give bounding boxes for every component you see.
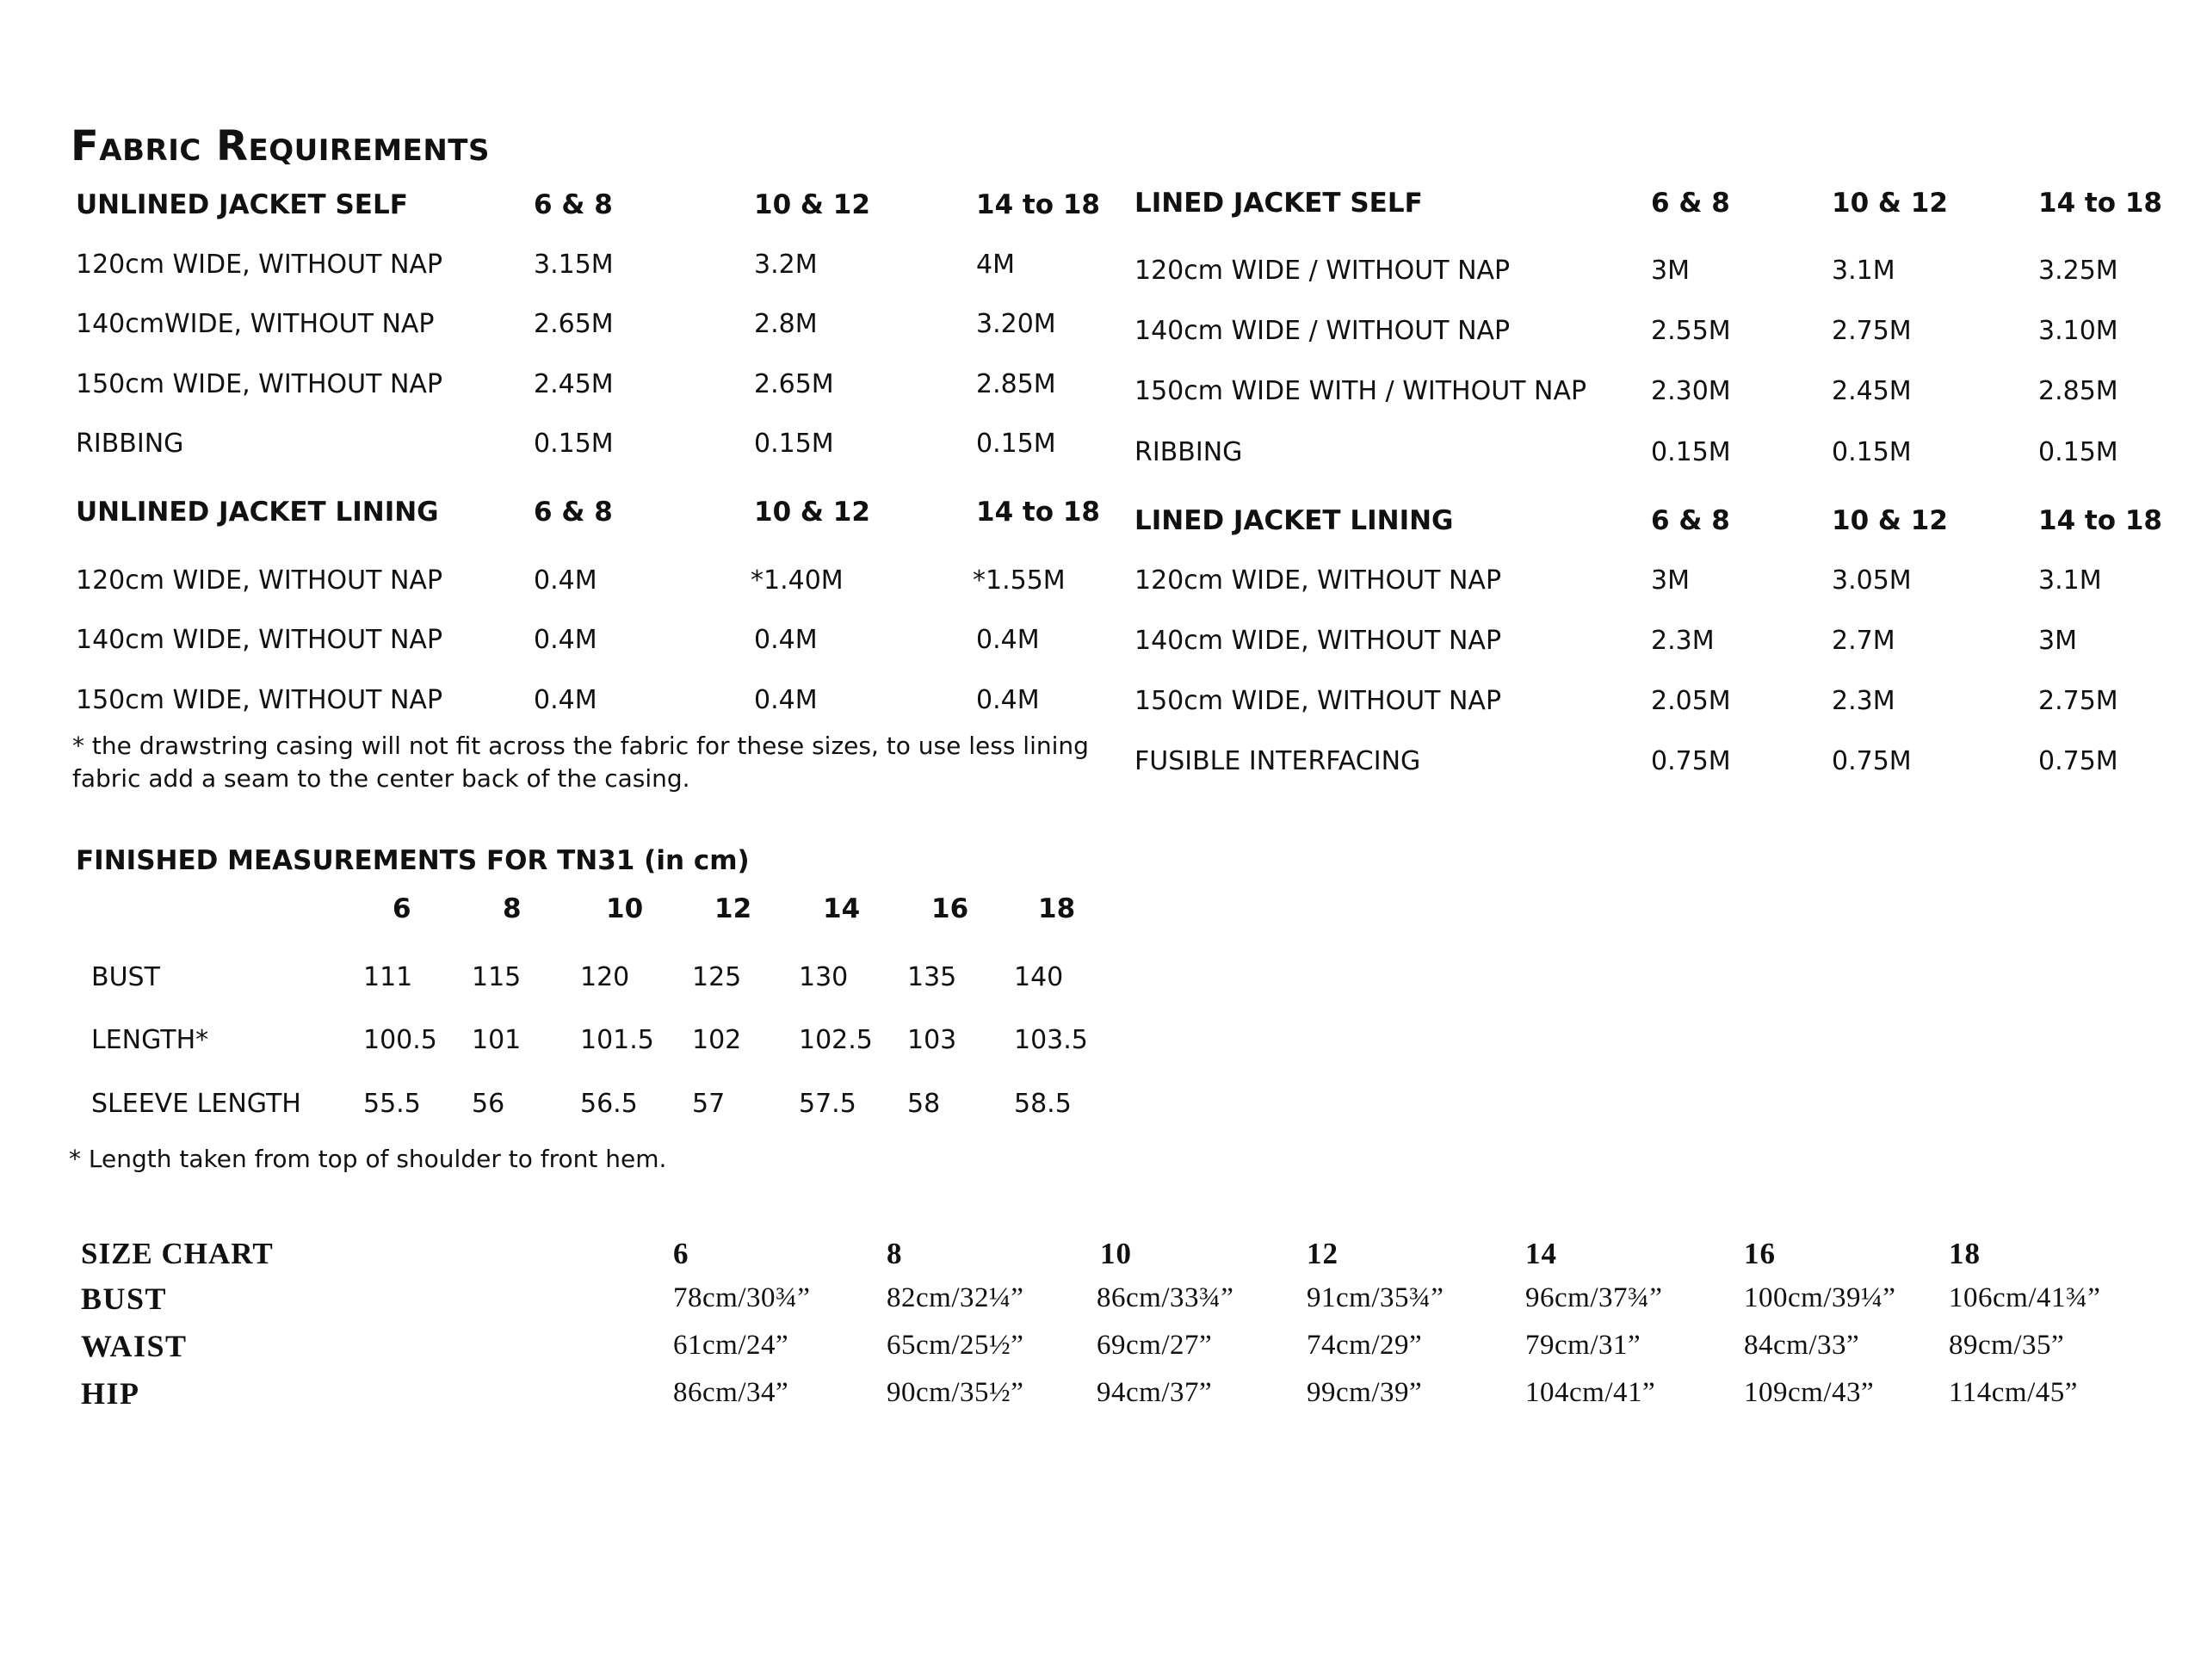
table-cell: 2.75M — [2038, 686, 2118, 716]
table-cell: 3M — [1651, 256, 1690, 286]
size-header: 10 & 12 — [754, 189, 870, 220]
row-label: 140cm WIDE, WITHOUT NAP — [76, 625, 443, 655]
row-label: 120cm WIDE, WITHOUT NAP — [76, 565, 443, 596]
row-label: SLEEVE LENGTH — [91, 1089, 301, 1119]
table-cell: 82cm/32¼” — [887, 1282, 1024, 1313]
size-header: 14 — [1525, 1237, 1557, 1270]
size-header: 18 — [1949, 1237, 1981, 1270]
table-cell: 55.5 — [363, 1089, 421, 1119]
size-header: 10 — [606, 893, 644, 924]
table-cell: 84cm/33” — [1744, 1330, 1860, 1361]
row-label: 140cmWIDE, WITHOUT NAP — [76, 309, 435, 339]
table-cell: 56.5 — [580, 1089, 638, 1119]
table-cell: 104cm/41” — [1525, 1377, 1656, 1408]
section-heading: LINED JACKET SELF — [1134, 188, 1423, 219]
table-cell: 56 — [472, 1089, 505, 1119]
table-cell: 4M — [976, 250, 1015, 280]
table-cell: 102 — [692, 1025, 742, 1055]
size-header: 6 — [673, 1237, 689, 1270]
table-cell: 91cm/35¾” — [1307, 1282, 1444, 1313]
table-cell: 2.3M — [1832, 686, 1895, 716]
table-cell: 2.8M — [754, 309, 818, 339]
section-heading: UNLINED JACKET LINING — [76, 497, 439, 528]
row-label: 150cm WIDE WITH / WITHOUT NAP — [1134, 376, 1587, 406]
row-label: 140cm WIDE / WITHOUT NAP — [1134, 316, 1511, 346]
section-heading: SIZE CHART — [81, 1237, 274, 1270]
table-cell: 58 — [907, 1089, 941, 1119]
table-cell: 0.4M — [976, 685, 1040, 715]
size-header: 10 & 12 — [1832, 505, 1948, 536]
table-cell: 100.5 — [363, 1025, 437, 1055]
size-header: 12 — [714, 893, 752, 924]
size-header: 10 & 12 — [1832, 188, 1948, 219]
table-cell: 74cm/29” — [1307, 1330, 1423, 1361]
row-label: 140cm WIDE, WITHOUT NAP — [1134, 626, 1502, 656]
size-header: 14 — [823, 893, 861, 924]
table-cell: 0.4M — [754, 685, 818, 715]
table-cell: 0.75M — [2038, 746, 2118, 776]
table-cell: 2.3M — [1651, 626, 1715, 656]
table-cell: 2.55M — [1651, 316, 1731, 346]
table-cell: *1.40M — [751, 565, 844, 596]
row-label: RIBBING — [1134, 437, 1243, 467]
table-cell: 57.5 — [799, 1089, 856, 1119]
table-cell: 3.05M — [1832, 565, 1912, 596]
table-cell: 3M — [1651, 565, 1690, 596]
row-label: 120cm WIDE, WITHOUT NAP — [76, 250, 443, 280]
size-header: 10 — [1100, 1237, 1132, 1270]
row-label: 120cm WIDE / WITHOUT NAP — [1134, 256, 1511, 286]
row-label: WAIST — [81, 1329, 188, 1363]
table-cell: 109cm/43” — [1744, 1377, 1875, 1408]
table-cell: 0.75M — [1651, 746, 1731, 776]
table-cell: 2.30M — [1651, 376, 1731, 406]
table-cell: 2.05M — [1651, 686, 1731, 716]
size-header: 6 & 8 — [534, 189, 613, 220]
section-heading: LINED JACKET LINING — [1134, 505, 1454, 536]
table-cell: 96cm/37¾” — [1525, 1282, 1663, 1313]
table-cell: 114cm/45” — [1949, 1377, 2078, 1408]
table-cell: 3.1M — [2038, 565, 2102, 596]
table-cell: 0.15M — [1832, 437, 1912, 467]
table-cell: 130 — [799, 962, 849, 992]
table-cell: 65cm/25½” — [887, 1330, 1024, 1361]
row-label: 150cm WIDE, WITHOUT NAP — [76, 685, 443, 715]
table-cell: 135 — [907, 962, 957, 992]
size-header: 16 — [931, 893, 969, 924]
table-cell: 115 — [472, 962, 522, 992]
table-cell: 103 — [907, 1025, 957, 1055]
row-label: LENGTH* — [91, 1025, 209, 1055]
row-label: HIP — [81, 1376, 140, 1411]
table-cell: 57 — [692, 1089, 726, 1119]
table-cell: 101 — [472, 1025, 522, 1055]
table-cell: 2.7M — [1832, 626, 1895, 656]
table-cell: 100cm/39¼” — [1744, 1282, 1896, 1313]
table-cell: 89cm/35” — [1949, 1330, 2065, 1361]
size-header: 8 — [887, 1237, 903, 1270]
size-header: 16 — [1744, 1237, 1776, 1270]
table-cell: 78cm/30¾” — [673, 1282, 811, 1313]
row-label: 150cm WIDE, WITHOUT NAP — [1134, 686, 1502, 716]
row-label: FUSIBLE INTERFACING — [1134, 746, 1421, 776]
table-cell: 111 — [363, 962, 413, 992]
table-cell: 101.5 — [580, 1025, 654, 1055]
size-header: 6 & 8 — [1651, 188, 1730, 219]
table-cell: 103.5 — [1014, 1025, 1088, 1055]
size-header: 18 — [1038, 893, 1076, 924]
table-cell: 90cm/35½” — [887, 1377, 1024, 1408]
row-label: RIBBING — [76, 429, 184, 459]
section-heading: UNLINED JACKET SELF — [76, 189, 408, 220]
table-cell: 0.15M — [534, 429, 614, 459]
table-cell: 3.20M — [976, 309, 1056, 339]
table-cell: 3.2M — [754, 250, 818, 280]
table-cell: 0.4M — [534, 565, 597, 596]
table-cell: 0.4M — [976, 625, 1040, 655]
table-cell: 0.15M — [754, 429, 834, 459]
row-label: BUST — [81, 1282, 168, 1316]
table-cell: 2.45M — [534, 369, 614, 399]
table-cell: 102.5 — [799, 1025, 873, 1055]
table-cell: 2.85M — [2038, 376, 2118, 406]
row-label: 120cm WIDE, WITHOUT NAP — [1134, 565, 1502, 596]
table-cell: 0.4M — [754, 625, 818, 655]
table-cell: 3.1M — [1832, 256, 1895, 286]
table-cell: 140 — [1014, 962, 1064, 992]
section-heading: FINISHED MEASUREMENTS FOR TN31 (in cm) — [76, 845, 750, 876]
table-cell: 3.25M — [2038, 256, 2118, 286]
table-cell: 0.4M — [534, 685, 597, 715]
size-header: 12 — [1307, 1237, 1338, 1270]
table-cell: 0.75M — [1832, 746, 1912, 776]
size-header: 14 to 18 — [2038, 505, 2162, 536]
table-cell: 2.75M — [1832, 316, 1912, 346]
table-cell: 120 — [580, 962, 630, 992]
size-header: 8 — [503, 893, 522, 924]
table-cell: 3.10M — [2038, 316, 2118, 346]
table-cell: *1.55M — [973, 565, 1066, 596]
table-cell: 69cm/27” — [1097, 1330, 1213, 1361]
table-cell: 86cm/34” — [673, 1377, 789, 1408]
page-title: Fabric Requirements — [71, 122, 490, 170]
size-header: 6 & 8 — [1651, 505, 1730, 536]
size-header: 14 to 18 — [2038, 188, 2162, 219]
table-cell: 0.15M — [1651, 437, 1731, 467]
table-cell: 79cm/31” — [1525, 1330, 1641, 1361]
table-cell: 106cm/41¾” — [1949, 1282, 2101, 1313]
table-cell: 0.15M — [2038, 437, 2118, 467]
size-header: 10 & 12 — [754, 497, 870, 528]
row-label: BUST — [91, 962, 160, 992]
table-cell: 94cm/37” — [1097, 1377, 1213, 1408]
table-cell: 2.65M — [534, 309, 614, 339]
table-cell: 125 — [692, 962, 742, 992]
table-cell: 2.45M — [1832, 376, 1912, 406]
size-header: 14 to 18 — [976, 497, 1100, 528]
table-cell: 0.15M — [976, 429, 1056, 459]
table-cell: 3.15M — [534, 250, 614, 280]
size-header: 6 — [393, 893, 411, 924]
row-label: 150cm WIDE, WITHOUT NAP — [76, 369, 443, 399]
table-cell: 2.65M — [754, 369, 834, 399]
table-cell: 0.4M — [534, 625, 597, 655]
table-cell: 86cm/33¾” — [1097, 1282, 1234, 1313]
footnote: * Length taken from top of shoulder to front hem. — [69, 1145, 667, 1173]
table-cell: 2.85M — [976, 369, 1056, 399]
size-header: 6 & 8 — [534, 497, 613, 528]
table-cell: 61cm/24” — [673, 1330, 789, 1361]
table-cell: 58.5 — [1014, 1089, 1072, 1119]
footnote: * the drawstring casing will not fit across the fabric for these sizes, to use less lining fabric add a seam to the center back of the casing. — [72, 732, 1089, 793]
size-header: 14 to 18 — [976, 189, 1100, 220]
table-cell: 3M — [2038, 626, 2077, 656]
table-cell: 99cm/39” — [1307, 1377, 1423, 1408]
